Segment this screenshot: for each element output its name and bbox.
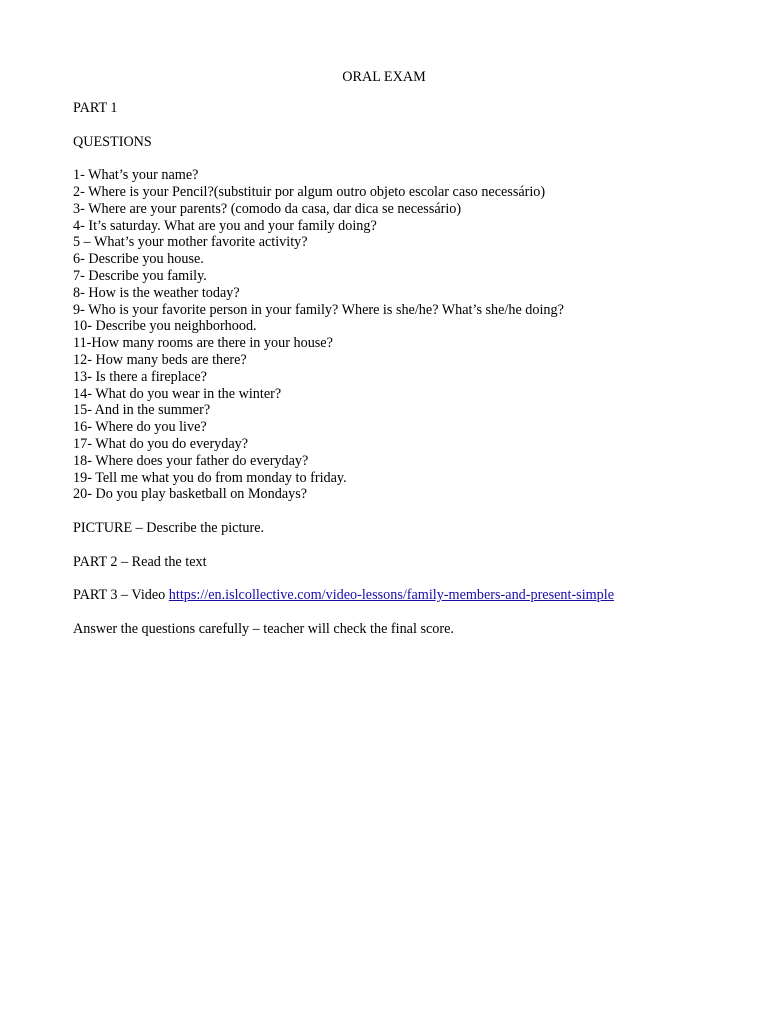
question-item: 5 – What’s your mother favorite activity? <box>73 234 308 251</box>
spacer <box>73 503 713 520</box>
question-item: 10- Describe you neighborhood. <box>73 318 257 335</box>
question-item: 20- Do you play basketball on Mondays? <box>73 486 308 503</box>
question-item: 8- How is the weather today? <box>73 284 240 301</box>
question-item: 4- It’s saturday. What are you and your family doing? <box>73 217 377 234</box>
question-item: 9- Who is your favorite person in your family? Where is she/he? What’s she/he doing? <box>73 301 564 318</box>
question-item: 2- Where is your Pencil?(substituir por algum outro objeto escolar caso necessário) <box>73 183 546 200</box>
document-page <box>73 67 713 638</box>
spacer <box>73 537 713 554</box>
spacer <box>73 570 713 587</box>
question-item: 17- What do you do everyday? <box>73 435 249 452</box>
questions-list <box>73 167 713 503</box>
final-instruction: Answer the questions carefully – teacher will check the final score. <box>73 620 454 637</box>
question-item: 15- And in the summer? <box>73 402 211 419</box>
questions-heading: QUESTIONS <box>73 133 152 150</box>
part2-instruction: PART 2 – Read the text <box>73 553 207 570</box>
part3-instruction <box>73 587 713 604</box>
spacer <box>73 87 713 100</box>
part3-prefix: PART 3 – Video <box>73 587 169 604</box>
question-item: 19- Tell me what you do from monday to friday. <box>73 469 347 486</box>
video-link[interactable]: https://en.islcollective.com/video-lessons/family-members-and-present-simple <box>168 587 615 604</box>
question-item: 6- Describe you house. <box>73 251 204 268</box>
spacer <box>73 117 713 134</box>
question-item: 16- Where do you live? <box>73 419 207 436</box>
part1-heading: PART 1 <box>73 100 118 116</box>
question-item: 13- Is there a fireplace? <box>73 368 207 385</box>
question-item: 1- What’s your name? <box>73 167 199 184</box>
picture-instruction: PICTURE – Describe the picture. <box>73 519 265 536</box>
spacer <box>73 604 713 621</box>
question-item: 14- What do you wear in the winter? <box>73 385 282 402</box>
spacer <box>73 150 713 167</box>
question-item: 18- Where does your father do everyday? <box>73 452 309 469</box>
question-item: 7- Describe you family. <box>73 267 207 284</box>
document-title: ORAL EXAM <box>342 69 426 85</box>
question-item: 11-How many rooms are there in your house? <box>73 335 333 352</box>
question-item: 12- How many beds are there? <box>73 351 247 368</box>
question-item: 3- Where are your parents? (comodo da casa, dar dica se necessário) <box>73 200 462 217</box>
